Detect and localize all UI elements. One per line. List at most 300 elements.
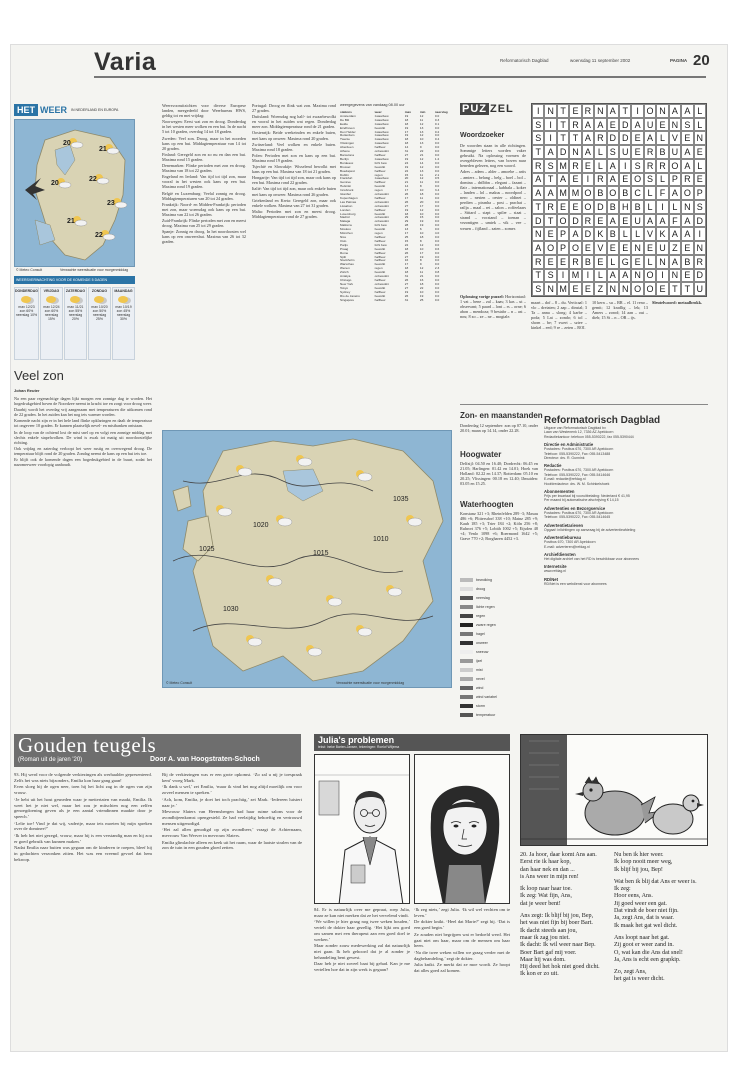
colophon-address2: Redactiekantoor: telefoon 055-5390222, fax 055-5390444 [544, 434, 634, 439]
grid-letter: E [569, 200, 581, 214]
paragraph: 93. Hij werd voor de volgende verkiezingen als werhaalder gepresenteerd. Zelfs het was niets bijzonders, Emilia kon haar gang gaan! [14, 772, 152, 783]
table-cell: Innsbruck [340, 188, 354, 193]
table-cell: Aberdeen [340, 145, 354, 150]
puzzle-solution-cont: maart – dof – 8 – du. Verticaal: 1 vlo – dreiaten; 2 aap – dinstal; 3 Ta – anna – slong; 4 karbe – poda; 5 Lat – zondo; 6 tol – shorn – be; 7 swert – sziee – kinkel – eed; 9 re – zeten – ROI. [531, 300, 587, 331]
table-cell: 0.0 [434, 149, 440, 154]
paragraph: Even sloeg hij de ogen neer, toen hij het licht zag in de ogen van zijn vrouw. [14, 784, 152, 796]
legend-label: nevel [476, 676, 485, 681]
puzzle-solution: Oplossing vorige puzzel: Horizontaal: 1 vat – bene – zal – kaas; 3 kas – ut – observant; 5 paard – lont – rs – orne; 6 abon – mendoza; 9 bestabr – n – ast – nou; 8 zo – ze – ne – mogiale. [460, 294, 526, 320]
grid-letter: A [681, 145, 693, 159]
grid-letter: T [532, 145, 544, 159]
grid-letter: R [569, 118, 581, 132]
grid-letter: E [681, 131, 693, 145]
grid-letter: O [582, 186, 594, 200]
table-cell: licht bew [374, 242, 387, 247]
grid-letter: K [594, 227, 606, 241]
legend-item [460, 683, 536, 692]
table-cell: 0.0 [434, 133, 440, 138]
legend-symbol-icon [460, 686, 473, 690]
table-cell: 0.0 [434, 168, 440, 173]
table-cell: 12 [419, 156, 424, 161]
grid-letter: N [569, 145, 581, 159]
table-cell: 12 [419, 164, 424, 169]
grid-letter: N [532, 227, 544, 241]
waterhoogten-text: Konstanz 321 +3; Rheinfelden 289 -3; Maxau 486 +6; Plittersdorf 338 +10; Mainz 285 +9; Kaub 185 +3; Trier 184 +2; Köln 256 +8; Ruhrort 376 +5; Lobith 1002 +5; Eijsden 48 +4; Venlo 1098 +6; Roermond 1642 +5; Grave 770 +2; Borgharen 4452 +3. [460, 511, 538, 542]
julia-text-col2 [414, 907, 510, 1035]
table-cell: 19 [404, 133, 409, 138]
temperature-label: 21 [67, 218, 75, 225]
table-cell: 19 [404, 156, 409, 161]
sun-cloud-icon [118, 296, 128, 303]
table-cell: 29 [404, 215, 409, 220]
grid-letter: S [681, 118, 693, 132]
legend-label: zware regen [476, 622, 496, 627]
grid-letter: L [656, 131, 668, 145]
grid-letter: U [656, 241, 668, 255]
legend-item [460, 611, 536, 620]
grid-letter: T [544, 173, 556, 187]
paragraph: Frankrijk: Noord- en Midden-Frankrijk: perioden met zon, maar woensdag ook kans op een bui. Maxima van 22 tot 26 graden. [162, 201, 246, 217]
table-header-cell: weer [374, 110, 382, 114]
table-header-cell: neerslag [434, 110, 448, 114]
colophon-line: Directeur: drs. R. Gunnink [544, 456, 585, 461]
table-cell: Warschau [340, 262, 354, 267]
table-cell: 13 [419, 141, 424, 146]
europe-forecast-col2 [252, 103, 336, 423]
grid-letter: A [582, 145, 594, 159]
julia-text-col1 [314, 907, 410, 1035]
grid-letter: A [582, 118, 594, 132]
paragraph: De dokter knikt. ‘Heel dat Marie?’ zegt hij. ‘Dat is een goed begin.’ [414, 919, 510, 931]
grid-letter: L [656, 173, 668, 187]
table-cell: halfbew [374, 207, 386, 212]
paragraph: Nadat Emilia naar buiten was gegaan om de kinderen te roepen, bleef hij in gedachten verzonken zitten. Het was een vreemd gevoel dat hem bekroop. [14, 845, 152, 862]
grid-letter: N [544, 282, 556, 296]
table-cell: 13 [419, 129, 424, 134]
weather-weer: WEER [40, 105, 67, 115]
colophon-line: Postadres: Postbus 670, 7300 AR Apeldoorn [544, 447, 614, 452]
grid-letter: M [557, 186, 569, 200]
table-cell: 17 [404, 262, 409, 267]
table-cell: licht bew [374, 223, 387, 228]
cloud-icon [59, 182, 71, 188]
legend-label: mist [476, 667, 483, 672]
divider [460, 404, 708, 405]
issue-date: woensdag 11 september 2002 [570, 58, 631, 63]
table-cell: 19 [419, 219, 424, 224]
colophon-line: E-mail: adverteren@refdag.nl [544, 544, 590, 549]
table-cell: Moskou [340, 227, 351, 232]
grid-letter: K [656, 227, 668, 241]
temperature-label: 22 [95, 232, 103, 239]
legend-item [460, 629, 536, 638]
table-cell: 10 [419, 137, 424, 142]
table-cell: 10 [419, 188, 424, 193]
grid-letter: E [594, 214, 606, 228]
table-cell: 21 [404, 180, 409, 185]
grid-letter: L [619, 227, 631, 241]
grid-letter: T [532, 269, 544, 283]
paragraph: ‘Na die twee weken willen we graag verder met de dagbehandeling,’ zegt de dokter. [414, 949, 510, 961]
table-cell: Kopenhagen [340, 195, 358, 200]
veel-zon-byline: Johan Reuter [14, 388, 40, 393]
paragraph: Julia knikt. Ze merkt dat ze moe wordt. Ze hoopt dat alles goed zal komen. [414, 962, 510, 974]
table-cell: 26 [404, 293, 409, 298]
table-cell: 13 [419, 168, 424, 173]
table-cell: Las Palmas [340, 199, 357, 204]
legend-symbol-icon [460, 704, 473, 708]
paragraph: ‘Ik dank u wel,’ zei Emilia, ‘maar ik vind het nog altijd moeilijk om voor zoveel mensen te spreken.’ [162, 784, 302, 796]
table-cell: 22 [419, 285, 424, 290]
table-cell: halfbew [374, 250, 386, 255]
grid-letter: L [669, 200, 681, 214]
table-cell: halfbew [374, 238, 386, 243]
pressure-label: 1025 [199, 546, 215, 553]
gouden-teugels-author: Door A. van Hoogstraten-Schoch [150, 756, 260, 763]
table-cell: 21 [419, 274, 424, 279]
grid-letter: L [694, 104, 706, 118]
table-cell: onbewolkt [374, 149, 389, 154]
table-cell: 0.0 [434, 180, 440, 185]
table-cell: zwaarbew [374, 156, 389, 161]
grid-letter: S [607, 145, 619, 159]
legend-item [460, 701, 536, 710]
forecast-day-name: DONDERDAG [15, 289, 38, 293]
table-cell: 9 [419, 145, 422, 150]
forecast-line1: max 10/20 [91, 305, 108, 309]
grid-letter: O [681, 186, 693, 200]
table-cell: 16 [404, 258, 409, 263]
table-cell: 16 [419, 277, 424, 282]
section-title: Varia [94, 48, 157, 76]
legend-item [460, 584, 536, 593]
table-cell: 19 [419, 293, 424, 298]
table-cell: 10 [419, 289, 424, 294]
grid-letter: E [619, 241, 631, 255]
poem-stanza: Wat ben ik blij dat Ans er weer is. Ik zeg: Hoor eens, Ans. Jij goed weer een gat. Dat vindt de boer niet fijn. Ja, zegt Ans, dat is waar. Ik maak het gat wel dicht. [614, 878, 697, 929]
grid-letter: T [557, 131, 569, 145]
grid-letter: E [544, 227, 556, 241]
colophon-line: Opgaaf: inlichtingen op aanvraag bij de advertentieafdeling [544, 527, 636, 532]
grid-letter: E [631, 131, 643, 145]
cloud-icon [328, 598, 342, 606]
grid-letter: E [557, 200, 569, 214]
grid-letter: I [544, 118, 556, 132]
bep-poem-col2 [614, 852, 708, 1037]
table-cell: 21 [419, 152, 424, 157]
table-cell: 28 [404, 223, 409, 228]
grid-letter: E [607, 118, 619, 132]
table-cell: 2.3 [434, 266, 440, 271]
table-cell: 0.0 [434, 285, 440, 290]
table-cell: halfbew [374, 258, 386, 263]
paragraph: ‘Je hebt uit het hout gesneden waar je mettertaten van maakt, Emilia. Ik weet het je niet wel, maar het zou je mitschien nog een zelfen genoegdoening geven als je een aantal vriendinnen maakte door je speech.’ [14, 796, 152, 819]
table-cell: zwaarbew [374, 176, 389, 181]
grid-letter: L [644, 255, 656, 269]
grid-letter: S [694, 200, 706, 214]
grid-letter: I [582, 173, 594, 187]
paragraph: Spanje: Zonnig en droog. In het noordoosten wel kans op een onweersbui. Maxima van 26 tot 32 graden. [162, 229, 246, 245]
legend-symbol-icon [460, 650, 473, 654]
legend-label: lichte regen [476, 604, 495, 609]
grid-letter: L [594, 269, 606, 283]
grid-letter: T [557, 118, 569, 132]
paragraph: Polen: Perioden met zon en kans op een bui. Maxima rond 19 graden. [252, 152, 336, 163]
pressure-label: 1010 [373, 536, 389, 543]
legend-label: storm [476, 703, 485, 708]
table-cell: 0.0 [434, 203, 440, 208]
table-cell: 27 [404, 285, 409, 290]
table-cell: halfbew [374, 145, 386, 150]
table-cell: 2.1 [434, 172, 440, 177]
table-cell: 15 [419, 215, 424, 220]
table-cell: 9 [419, 262, 422, 267]
table-cell: 18 [404, 211, 409, 216]
paragraph: ‘Het zal allen genodigd op zijn avondheer,’ vraagt de Achternaam, mevrouw Van Werver in mevrouw Slaters. [162, 827, 302, 839]
grid-letter: N [656, 104, 668, 118]
forecast-day [112, 287, 135, 360]
grid-letter: N [594, 104, 606, 118]
grid-letter: N [694, 131, 706, 145]
grid-letter: R [569, 255, 581, 269]
grid-letter: I [532, 104, 544, 118]
legend-symbol-icon [460, 677, 473, 681]
paragraph: Weersvooruitzichten voor diverse Europese landen, meegedeeld door Weerbureau HWS, geldig tot en met vrijdag: [162, 103, 246, 119]
grid-letter: A [532, 173, 544, 187]
comic-panel-1 [314, 754, 410, 904]
grid-letter: D [557, 145, 569, 159]
grid-letter: B [619, 186, 631, 200]
veel-zon-body [14, 396, 152, 708]
grid-letter: T [544, 214, 556, 228]
grid-letter: R [694, 255, 706, 269]
grid-letter: E [631, 255, 643, 269]
cloud-icon [298, 458, 312, 466]
colophon-section-head: Advertentiebureau [544, 535, 581, 541]
table-cell: zwaarbew [374, 129, 389, 134]
table-cell: Dublin [340, 172, 349, 177]
table-cell: 27 [404, 281, 409, 286]
forecast-line1: max 11/21 [67, 305, 84, 309]
legend-label: onweer [476, 640, 488, 645]
cloud-icon [308, 648, 322, 656]
grid-letter: E [582, 282, 594, 296]
weather-header [14, 103, 135, 117]
legend-label: wind [476, 685, 484, 690]
legend-label: neerslag [476, 595, 490, 600]
colophon-line: Telefoon: 055-5390222, Fax: 055-5414646 [544, 472, 611, 477]
grid-letter: L [607, 255, 619, 269]
grid-letter: R [644, 159, 656, 173]
nl-map-credit: © Meteo Consult [16, 268, 43, 272]
table-cell: 0.2 [434, 129, 440, 134]
sun-cloud-icon [94, 296, 104, 303]
grid-letter: E [582, 241, 594, 255]
grid-letter: R [656, 159, 668, 173]
paragraph: Komende nacht zijn er in het hele land flinke opklaringen en daalt de temperatuur tot ongeveer 10 graden. Er kunnen plaatselijk nevel- en mistbanken ontstaan. [14, 418, 152, 429]
paragraph: Daarbij wordt het overdag vrij aangenaam met temperaturen die uitkomen rond de 22 graden. In het zuiden kan het nog iets warmer worden. [14, 407, 152, 418]
temperature-label: 20 [63, 140, 71, 147]
grid-letter: E [544, 255, 556, 269]
five-day-forecast [14, 287, 135, 360]
page-label: PAGINA [670, 58, 688, 63]
legend-symbol-icon [460, 605, 473, 609]
grid-letter: S [532, 118, 544, 132]
table-cell: bewolkt [374, 227, 386, 232]
grid-letter: T [669, 282, 681, 296]
table-cell: 11 [419, 180, 424, 185]
hoogwater-title: Hoogwater [460, 450, 502, 459]
paragraph: ‘Lelie toe! Vind je dat wij, vadertje, maar iets moeten bij mijn spreken over de dominee?’ [14, 820, 152, 832]
table-cell: 0.1 [434, 121, 440, 126]
puzzle-keyword: Sleutelwoord: metaalbrokk. [652, 300, 702, 305]
forecast-day [88, 287, 111, 360]
grid-letter: M [569, 269, 581, 283]
table-cell: 0.0 [434, 141, 440, 146]
table-cell: onbewolkt [374, 192, 389, 197]
grid-letter: L [694, 118, 706, 132]
woordzoeker-intro: De woorden staan in alle richtingen. Sommige letters worden vaker gebruikt. Na oplossing vormen de overgebleven letters, van boven naar beneden gelezen, nog een woord. Adres – adem – alder – amoebe – artis – amters – belang – belg – boel – bol – domina – drilbbn – elegant – fazant – flair – internationaal – kabbala – koker – landen – lol – makus – noordpool – nero – nesten – oester – oldinet – perdien – piranha – post – prachat – railja – maal – rei – salon – roffeelaars – Sittard – stapt – spiler – staat – strand – vocstand – toenan – vezontigen – umiek – vik – vee – weuen – fijfland – zaten – zomer. [460, 143, 526, 231]
grid-letter: E [619, 214, 631, 228]
masthead-rule [94, 76, 706, 78]
table-cell: 18 [419, 281, 424, 286]
grid-letter: L [594, 159, 606, 173]
sun-cloud-icon [70, 296, 80, 303]
legend-item [460, 692, 536, 701]
legend-item [460, 665, 536, 674]
table-cell: 0.0 [434, 160, 440, 165]
cloud-icon [103, 234, 115, 240]
paragraph: Duitsland: Woensdag nog half- tot zwaarbewolkt en vooral in het zuiden wat regen. Donderdag meer zon. Middagtemperatuur rond de 21 graden. [252, 114, 336, 130]
julia-title: Julia's problemen [318, 735, 395, 745]
table-cell: onbewolkt [374, 219, 389, 224]
grid-letter: N [631, 241, 643, 255]
forecast-line1: max 10/19 [115, 305, 132, 309]
table-cell: 0.0 [434, 125, 440, 130]
table-cell: 25 [419, 297, 424, 302]
netherlands-map-graphic [15, 120, 135, 267]
temperature-label: 22 [89, 176, 97, 183]
paragraph: ‘Ik heb het niet gezegd, vrouw, maar hij is een verstandig man en hij zou er goed gebruik van kunnen maken.’ [14, 833, 152, 844]
grid-letter: E [656, 118, 668, 132]
cloud-icon [115, 202, 127, 208]
table-cell: licht bew [374, 160, 387, 165]
grid-letter: R [544, 200, 556, 214]
grid-letter: E [631, 145, 643, 159]
table-cell: 0.0 [434, 211, 440, 216]
table-cell: 0.0 [434, 277, 440, 282]
table-cell: 22 [404, 168, 409, 173]
table-cell: 19 [404, 125, 409, 130]
grid-letter: L [644, 186, 656, 200]
table-cell: 18 [404, 137, 409, 142]
grid-letter: E [607, 241, 619, 255]
grid-letter: I [582, 269, 594, 283]
legend-label: hagel [476, 631, 485, 636]
netherlands-weather-map [14, 119, 135, 267]
table-cell: bewolkt [374, 211, 386, 216]
table-cell: Split [340, 254, 347, 259]
temperature-label: 23 [107, 200, 115, 207]
table-cell: bewolkt [374, 285, 386, 290]
paragraph: Ze zouden niet begrijpen wat er bedoeld werd. Het gaat niet om haar, maar om de mensen om haar heen. [414, 931, 510, 949]
table-cell: Bordeaux [340, 160, 354, 165]
grid-letter: B [607, 200, 619, 214]
table-cell: 17 [419, 203, 424, 208]
table-cell: 18 [419, 235, 424, 239]
grid-letter: B [681, 255, 693, 269]
table-cell: Berlijn [340, 156, 349, 161]
table-cell: Amsterdam [340, 113, 356, 118]
grid-letter: O [669, 159, 681, 173]
table-cell: Lissabon [340, 203, 353, 208]
grid-letter: A [607, 104, 619, 118]
grid-letter: O [644, 104, 656, 118]
temperature-table [340, 103, 450, 395]
table-cell: 0.0 [434, 254, 440, 259]
table-cell: onbewolkt [374, 281, 389, 286]
legend-item [460, 647, 536, 656]
grid-letter: R [569, 159, 581, 173]
paragraph: Emilia glimlachte alleen en keek uit het raam, waar de laatste stralen van de zon de tuin in een gouden gloed zetten. [162, 839, 302, 851]
table-cell: 0.0 [434, 152, 440, 157]
table-cell: Rotterdam [340, 133, 355, 138]
table-cell: 13 [419, 125, 424, 130]
legend-item [460, 620, 536, 629]
grid-letter: E [594, 255, 606, 269]
table-cell: halfbew [374, 195, 386, 200]
colophon-section-head: RD/Net [544, 576, 558, 582]
legend-label: droog [476, 586, 486, 591]
pressure-label: 1020 [253, 522, 269, 529]
colophon-line: www.refdag.nl [544, 569, 566, 574]
colophon-section-head: Archiefdiensten [544, 551, 576, 557]
table-cell: Stockholm [340, 258, 355, 263]
table-cell: regen [374, 266, 383, 271]
puzzel-header [460, 103, 514, 115]
table-cell: Brussel [340, 164, 351, 169]
legend-symbol-icon [460, 623, 473, 627]
table-cell: Nice [340, 235, 347, 239]
legend-item [460, 602, 536, 611]
table-cell: Rome [340, 250, 349, 255]
forecast-line2: zon 50% [92, 309, 107, 313]
table-cell: bewolkt [374, 246, 386, 251]
table-cell: Rio de Janeiro [340, 293, 360, 298]
zon-maan-text: Donderdag 12 september: zon op 07.10, onder 20.01; maan op 14.14, onder 22.28. [460, 423, 538, 434]
forecast-line3: neerslag 10% [15, 313, 38, 317]
grid-letter: N [681, 200, 693, 214]
grid-letter: L [694, 159, 706, 173]
table-cell: 27 [404, 203, 409, 208]
eu-map-credit: © Meteo Consult [166, 681, 193, 685]
chicken-illustration [521, 735, 708, 846]
grid-letter: T [619, 104, 631, 118]
grid-letter: L [644, 200, 656, 214]
table-cell: 0.0 [434, 242, 440, 247]
grid-letter: A [582, 131, 594, 145]
table-cell: Den Helder [340, 129, 356, 134]
table-cell: 27 [404, 152, 409, 157]
zon-maan-title: Zon- en maanstanden [460, 411, 543, 420]
cloud-icon [218, 508, 232, 516]
table-cell: 0.0 [434, 297, 440, 302]
grid-letter: N [694, 241, 706, 255]
paragraph: Denemarken: Flinke perioden met zon en droog. Maxima van 18 tot 22 graden. [162, 163, 246, 174]
pressure-label: 1035 [393, 496, 409, 503]
temperature-table-title: weergegevens van vandaag 08.00 uur [340, 103, 405, 107]
forecast-line1: max 12/23 [18, 305, 35, 309]
